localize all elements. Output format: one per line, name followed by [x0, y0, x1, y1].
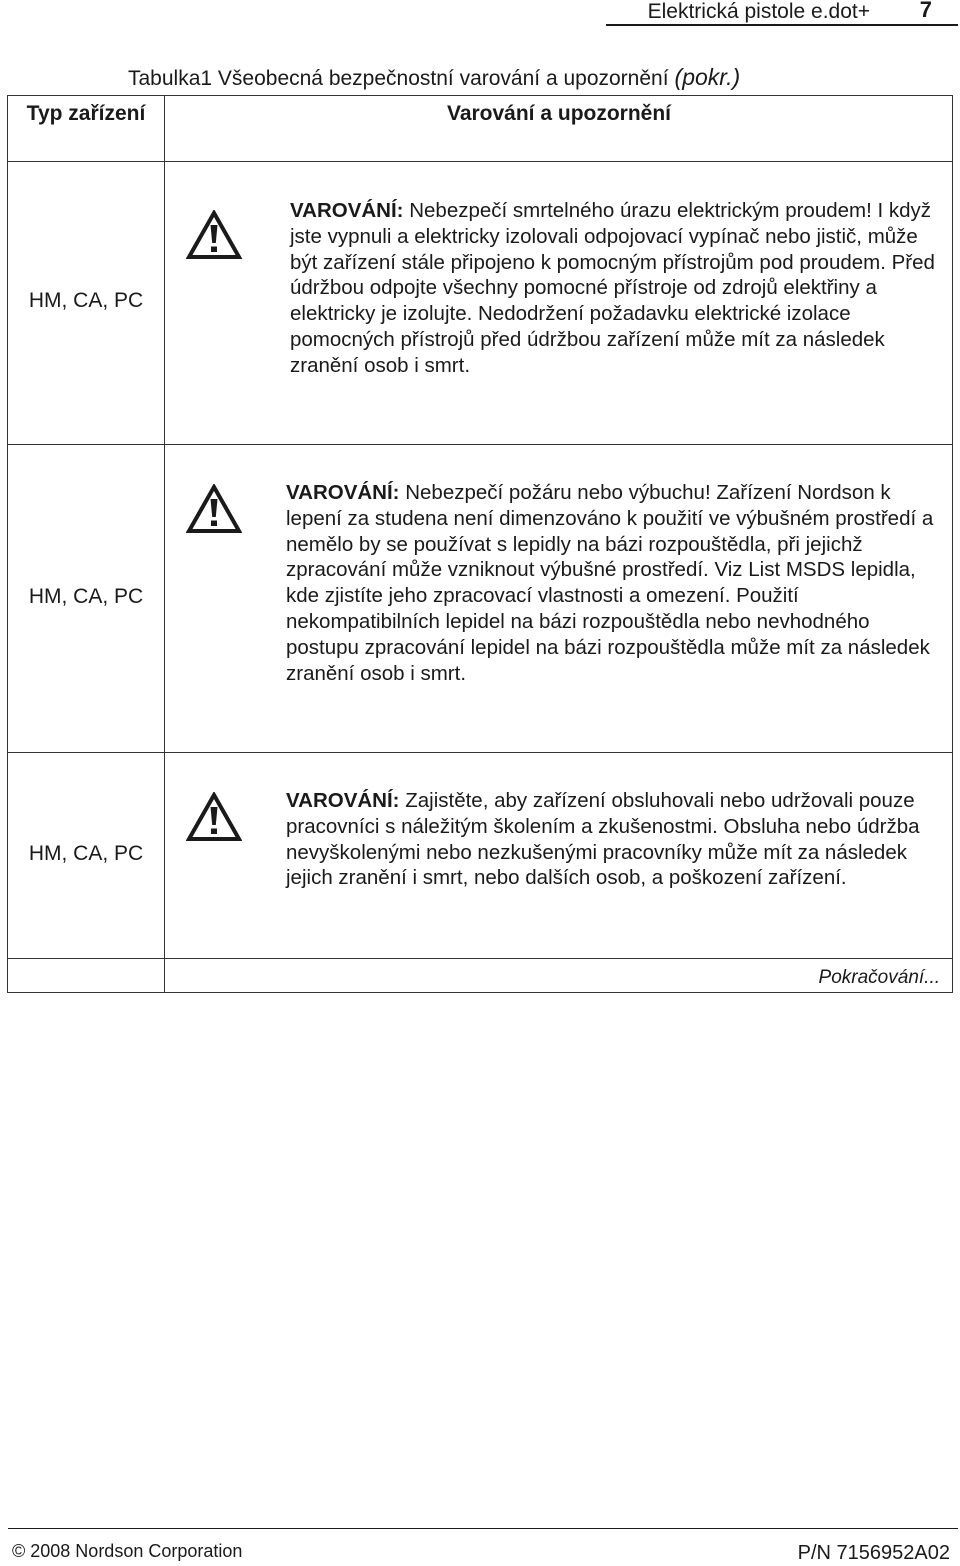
- column-header-warnings: Varování a upozornění: [446, 102, 672, 125]
- header-row-divider: [7, 161, 953, 162]
- device-type-cell: HM, CA, PC: [28, 842, 144, 865]
- warning-text: [286, 788, 938, 891]
- warning-body: Nebezpečí smrtelného úrazu elektrickým proudem! I když jste vypnuli a elektricky izolovali odpojovací vypínač nebo jistič, může být zařízení stále připojeno k pomocným přístrojům pod proudem. Před údržbou odpojte všechny pomocné přístroje od zdrojů elektřiny a elektricky je izolujte. Nedodržení požadavku elektrické izolace pomocných přístrojů před údržbou zařízení může mít za následek zranění osob i smrt.: [290, 199, 935, 377]
- table-caption-text: Tabulka1 Všeobecná bezpečnostní varování a upozornění: [128, 67, 669, 90]
- page-header: [0, 0, 960, 26]
- device-type-cell: HM, CA, PC: [28, 585, 144, 608]
- warning-triangle-icon: [186, 484, 242, 534]
- table-caption-continued: (pokr.): [674, 64, 741, 90]
- row-divider: [7, 958, 953, 959]
- footer-rule: [8, 1528, 958, 1529]
- document-title: Elektrická pistole e.dot+: [647, 0, 870, 23]
- copyright-notice: © 2008 Nordson Corporation: [12, 1541, 243, 1561]
- warning-label: VAROVÁNÍ:: [286, 789, 400, 812]
- row-divider: [7, 444, 953, 445]
- warning-triangle-icon: [186, 792, 242, 842]
- table-caption: [128, 64, 740, 92]
- warning-body: Nebezpečí požáru nebo výbuchu! Zařízení Nordson k lepení za studena není dimenzováno k použití ve výbušném prostředí a nemělo by se používat s lepidly na bázi rozpouštědla, při jejichž zpracování může vzniknout výbušné prostředí. Viz List MSDS lepidla, kde zjistíte jeho zpracovací vlastnosti a omezení. Použití nekompatibilních lepidel na bázi rozpouštědla nebo nevhodného postupu zpracování lepidel na bázi rozpouštědla může mít za následek zranění osob i smrt.: [286, 481, 934, 685]
- column-divider: [164, 95, 165, 993]
- warning-label: VAROVÁNÍ:: [290, 199, 404, 222]
- page-number: 7: [919, 0, 932, 22]
- continued-note: Pokračování...: [818, 967, 940, 988]
- header-rule: [606, 24, 958, 26]
- row-divider: [7, 752, 953, 753]
- warning-label: VAROVÁNÍ:: [286, 481, 400, 504]
- warning-body: Zajistěte, aby zařízení obsluhovali nebo udržovali pouze pracovníci s náležitým školením a zkušenostmi. Obsluha nebo údržba nevyškolenými nebo nezkušenými pracovníky může mít za následek jejich zranění i smrt, nebo dalších osob, a poškození zařízení.: [286, 789, 920, 890]
- warning-triangle-icon: [186, 210, 242, 260]
- warning-text: [286, 480, 938, 686]
- warning-text: [290, 198, 940, 379]
- part-number: P/N 7156952A02: [797, 1542, 950, 1564]
- device-type-cell: HM, CA, PC: [28, 289, 144, 312]
- column-header-device-type: Typ zařízení: [26, 102, 146, 125]
